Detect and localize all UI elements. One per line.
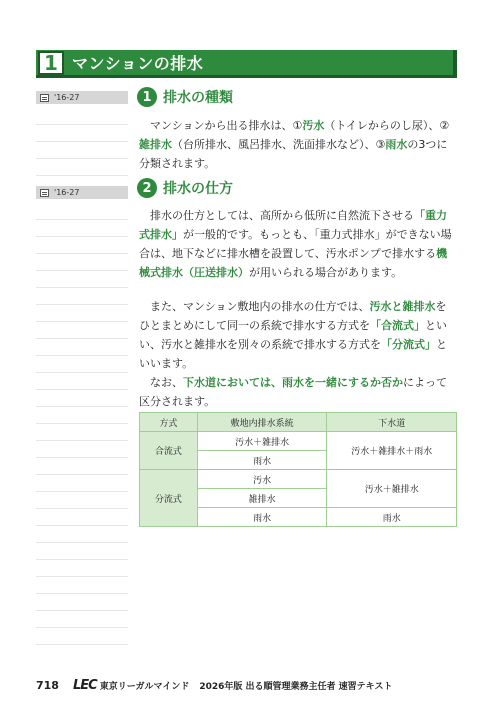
table-cell: 雨水 [197,508,327,527]
table-header: 下水道 [327,413,457,432]
section-1-body: マンションから出る排水は、①汚水（トイレからのし尿）、②雑排水（台所排水、風呂排水、洗面排水など）、③雨水の3つに分類されます。 [139,119,450,170]
publisher-name: 東京リーガルマインド [99,682,190,692]
section-2-paragraph-1: 排水の仕方としては、高所から低所に自然流下させる「重力式排水」が一般的です。もっとも、「重力式排水」ができない場合は、地下などに排水槽を設置して、汚水ポンプで排水する機械式排水（圧送排水）が用いられる場合があります。 [139,209,452,279]
table-row [140,470,457,489]
section-title: 排水の仕方 [163,181,233,197]
table-header-row [140,413,457,432]
section-title: 排水の種類 [163,90,233,106]
keyword-mechanical: 機械式排水（圧送排水） [139,247,448,279]
exam-icon [40,94,49,102]
table-cell: 雨水 [197,451,327,470]
drainage-table [139,412,457,527]
table-row [140,432,457,451]
keyword-sewage: 汚水 [302,119,325,132]
lec-logo: LEC [72,678,97,693]
keyword-sewer-rule: 下水道においては、雨水を一緒にするか否か [183,376,403,389]
section-1-heading [137,87,233,107]
table-cell: 雑排水 [197,489,327,508]
exam-icon [40,189,49,197]
book-title: 2026年版 出る順管理業務主任者 速習テキスト [199,682,393,692]
note-lines [36,108,128,176]
table-header: 方式 [140,413,198,432]
page-number: 718 [36,679,59,692]
section-2-heading [137,178,233,198]
keyword-separate: 「分流式」 [381,338,436,351]
row-label-separate: 分流式 [140,470,198,527]
section-2-paragraph-3: なお、下水道においては、雨水を一緒にするか否かによって区分されます。 [139,376,447,408]
keyword-gray-water: 雑排水 [139,138,172,151]
margin-notes-1 [36,91,128,176]
page-footer [36,678,457,693]
chapter-header [36,50,457,78]
note-lines [36,203,128,645]
section-number: 2 [137,178,157,198]
table-cell: 汚水 [197,470,327,489]
row-label-combined: 合流式 [140,432,198,470]
keyword-rainwater: 雨水 [385,138,408,151]
chapter-number: 1 [38,51,64,75]
section-2-paragraph-2: また、マンション敷地内の排水の仕方では、汚水と雑排水をひとまとめにして同一の系統で排水する方式を「合流式」といい、汚水と雑排水を別々の系統で排水する方式を「分流式」といいます。 [139,300,447,370]
past-exam-ref [36,91,128,104]
past-exam-ref [36,186,128,199]
chapter-title: マンションの排水 [72,54,204,73]
table-header: 敷地内排水系統 [197,413,327,432]
ref-label: '16-27 [54,93,80,102]
table-cell: 雨水 [327,508,457,527]
ref-label: '16-27 [54,188,80,197]
keyword-combined: 「合流式」 [370,319,425,332]
keyword-sewage-gray: 汚水と雑排水 [369,300,436,313]
margin-notes-2 [36,186,128,645]
keyword-gravity: 「重力式排水」 [139,209,447,241]
table-cell: 汚水＋雑排水＋雨水 [327,432,457,470]
table-cell: 汚水＋雑排水 [327,470,457,508]
table-cell: 汚水＋雑排水 [197,432,327,451]
section-number: 1 [137,87,157,107]
